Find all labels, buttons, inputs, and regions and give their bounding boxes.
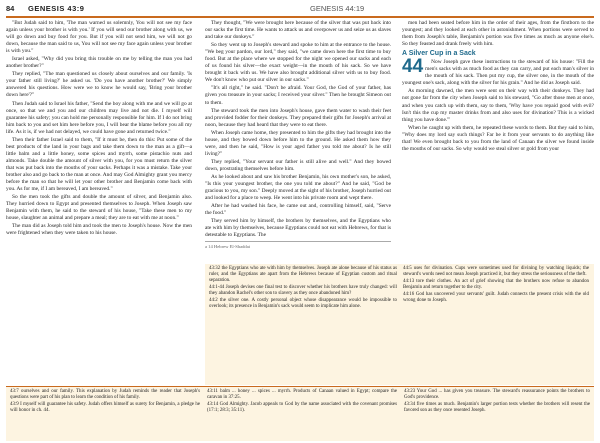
paragraph: After he had washed his face, he came out and, controlling himself, said, "Serve the food." <box>205 203 391 217</box>
paragraph: "But Judah said to him, 'The man warned us solemnly, You will not see my face again unless your brother is with you.' If you will send our brother along with us, we will go down and buy food for you. But if you will not send him, we will not go down, because the man said to us, You will not see my face again unless your brother is with you." <box>6 20 192 55</box>
study-note: 43:9 I myself will guarantee his safety. Judah offers himself as surety for Benjamin, a pledge he will honor in ch. 44. <box>10 402 200 413</box>
section-heading: A Silver Cup in a Sack <box>402 50 476 58</box>
paragraph: Israel asked, "Why did you bring this trouble on me by telling the man you had another brother?" <box>6 56 192 70</box>
text-column-3 <box>402 20 594 154</box>
paragraph: They replied, "The man questioned us closely about ourselves and our family. 'Is your father still living?' he asked us. 'Do you have another brother?' We simply answered his questions. How were we to know he would say, 'Bring your brother down here'?" <box>6 71 192 99</box>
study-note: 44:16 God has uncovered your servants' guilt. Judah connects the present crisis with the old wrong done to Joseph. <box>403 292 589 303</box>
notes-column <box>207 389 397 415</box>
notes-column <box>403 266 589 305</box>
study-note: 44:2 the silver one. A costly personal object whose disappearance would be impossible to overlook; its presence in Benjamin's sack would seem to implicate him alone. <box>209 298 397 309</box>
paragraph: They thought, "We were brought here because of the silver that was put back into our sacks the first time. He wants to attack us and overpower us and seize us as slaves and take our donkeys." <box>205 20 391 41</box>
study-note: 44:5 uses for divination. Cups were sometimes used for divining by watching liquids; the steward's words need not mean Joseph practiced it, but they stress the seriousness of the theft. <box>403 266 589 277</box>
paragraph: As morning dawned, the men were sent on their way with their donkeys. They had not gone far from the city when Joseph said to his steward, "Go after those men at once, and when you catch up with them, say to them, 'Why have you repaid good with evil? Isn't this the cup my master drinks from and also uses for divination? This is a wicked thing you have done.'" <box>402 88 594 123</box>
study-note: 43:11 balm ... honey ... spices ... myrrh. Products of Canaan valued in Egypt; compare the caravan in 37:25. <box>207 389 397 400</box>
paragraph: Now Joseph gave these instructions to the steward of his house: "Fill the men's sacks with as much food as they can carry, and put each man's silver in the mouth of his sack. Then put my cup, the silver one, in the mouth of the youngest one's sack, along with the silver for his grain." And he did as Joseph said. <box>402 59 594 87</box>
notes-column <box>209 266 397 311</box>
page-header <box>6 3 594 18</box>
paragraph: "It's all right," he said. "Don't be afraid. Your God, the God of your father, has given you treasure in your sacks; I received your silver." Then he brought Simeon out to them. <box>205 85 391 106</box>
paragraph: men had been seated before him in the order of their ages, from the firstborn to the youngest; and they looked at each other in astonishment. When portions were served to them from Joseph's table, Benjamin's portion was five times as much as anyone else's. So they feasted and drank freely with him. <box>402 20 594 48</box>
study-note: 43:34 five times as much. Benjamin's larger portion tests whether the brothers will resent the favored son as they once resented Joseph. <box>404 402 590 413</box>
study-note: 43:14 God Almighty. Jacob appeals to God by the name associated with the covenant promises (17:1; 28:3; 35:11). <box>207 402 397 413</box>
study-note: 44:13 tore their clothes. An act of grief showing that the brothers now refuse to abandon Benjamin and return together to the city. <box>403 279 589 290</box>
paragraph: The man did as Joseph told him and took the men to Joseph's house. Now the men were frightened when they were taken to his house. <box>6 223 192 237</box>
paragraph: The steward took the men into Joseph's house, gave them water to wash their feet and provided fodder for their donkeys. They prepared their gifts for Joseph's arrival at noon, because they had heard that they were to eat there. <box>205 107 391 128</box>
paragraph: So the men took the gifts and double the amount of silver, and Benjamin also. They hurried down to Egypt and presented themselves to Joseph. When Joseph saw Benjamin with them, he said to the steward of his house, "Take these men to my house, slaughter an animal and prepare a meal; they are to eat with me at noon." <box>6 194 192 222</box>
study-note: 43:7 ourselves and our family. This explanation by Judah reminds the reader that Joseph's questions were part of his plan to learn the condition of his family. <box>10 389 200 400</box>
paragraph: When Joseph came home, they presented to him the gifts they had brought into the house, and they bowed down before him to the ground. He asked them how they were, and then he said, "How is your aged father you told me about? Is he still living?" <box>205 129 391 157</box>
page-number: 84 <box>6 4 15 13</box>
paragraph: They served him by himself, the brothers by themselves, and the Egyptians who ate with him by themselves, because Egyptians could not eat with Hebrews, for that is detestable to Egyptians. The <box>205 218 391 239</box>
paragraph: Then their father Israel said to them, "If it must be, then do this: Put some of the best products of the land in your bags and take them down to the man as a gift—a little balm and a little honey, some spices and myrrh, some pistachio nuts and almonds. Take double the amount of silver with you, for you must return the silver that was put back into the mouths of your sacks. Perhaps it was a mistake. Take your brother also and go back to the man at once. And may God Almighty grant you mercy before the man so that he will let your other brother and Benjamin come back with you. As for me, if I am bereaved, I am bereaved." <box>6 136 192 193</box>
study-note: 43:23 Your God ... has given you treasure. The steward's reassurance points the brothers to God's providence. <box>404 389 590 400</box>
notes-column <box>404 389 590 415</box>
footnote: a 14 Hebrew El-Shaddai <box>205 241 391 250</box>
study-note: 44:1-44 Joseph devises one final test to discover whether his brothers have truly changed: will they abandon Rachel's other son to slavery as they once abandoned him? <box>209 285 397 296</box>
text-column-1 <box>6 20 192 238</box>
study-note: 43:32 the Egyptians who ate with him by themselves. Joseph ate alone because of his status as ruler, and the Egyptians ate apart from the Hebrews because of Egyptian custom and ritual separation. <box>209 266 397 283</box>
paragraph: As he looked about and saw his brother Benjamin, his own mother's son, he asked, "Is this your youngest brother, the one you told me about?" And he said, "God be gracious to you, my son." Deeply moved at the sight of his brother, Joseph hurried out and looked for a place to weep. He went into his private room and wept there. <box>205 173 391 202</box>
book-title: GENESIS 43:9 <box>28 4 85 13</box>
paragraph: They replied, "Your servant our father is still alive and well." And they bowed down, prostrating themselves before him. <box>205 158 391 172</box>
notes-column <box>10 389 200 415</box>
paragraph: Then Judah said to Israel his father, "Send the boy along with me and we will go at once, so that we and you and our children may live and not die. I myself will guarantee his safety; you can hold me personally responsible for him. If I do not bring him back to you and set him here before you, I will bear the blame before you all my life. As it is, if we had not delayed, we could have gone and returned twice." <box>6 100 192 135</box>
chapter-number: 44 <box>402 56 424 78</box>
paragraph: When he caught up with them, he repeated these words to them. But they said to him, "Why does my lord say such things? Far be it from your servants to do anything like that! We even brought back to you from the land of Canaan the silver we found inside the mouths of our sacks. So why would we steal silver or gold from your <box>402 124 594 152</box>
study-notes-lower <box>6 386 594 441</box>
text-column-2 <box>205 20 391 250</box>
right-reference: GENESIS 44:19 <box>310 4 365 13</box>
study-notes-upper <box>205 264 594 385</box>
paragraph: So they went up to Joseph's steward and spoke to him at the entrance to the house. "We beg your pardon, our lord," they said, "we came down here the first time to buy food. But at the place where we stopped for the night we opened our sacks and each of us found his silver—the exact weight—in the mouth of his sack. So we have brought it back with us. We have also brought additional silver with us to buy food. We don't know who put our silver in our sacks." <box>205 42 391 84</box>
